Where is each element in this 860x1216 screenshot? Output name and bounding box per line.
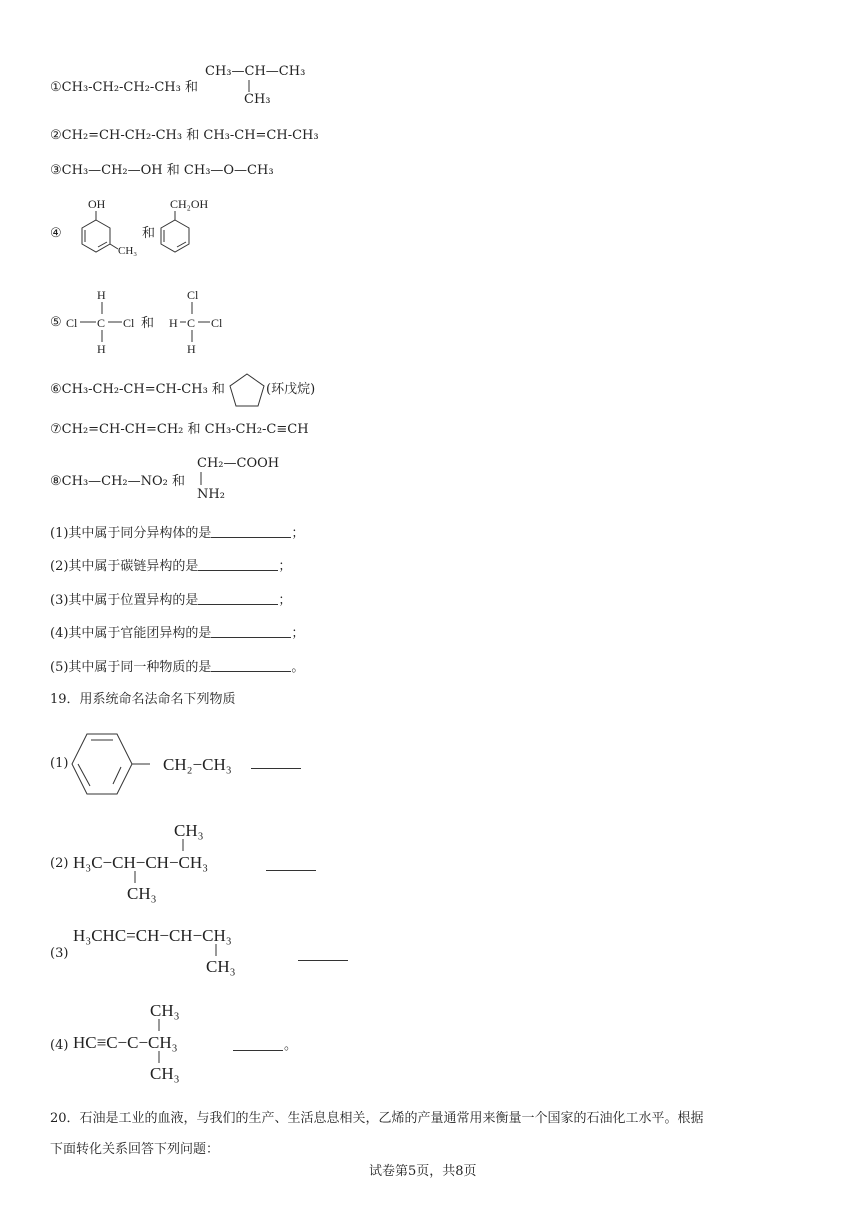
answer-blank[interactable]	[198, 558, 278, 571]
answer-blank[interactable]	[211, 625, 291, 638]
bond-down	[155, 1051, 165, 1065]
answer-blank[interactable]	[251, 768, 301, 769]
cyclopentane-ring	[228, 372, 268, 412]
pair-6	[50, 382, 225, 398]
q19-heading: 19．用系统命名法命名下列物质	[50, 692, 236, 707]
question-label: (3)其中属于位置异构的是	[50, 593, 199, 608]
pentene-formula: CH₃-CH₂-CH=CH-CH₃	[61, 382, 208, 397]
conjunction-he: 和	[141, 315, 155, 330]
cresol-structure	[64, 196, 138, 266]
butane-formula: CH₃-CH₂-CH₂-CH₃	[61, 80, 181, 95]
question-end: ；	[278, 559, 292, 574]
pair-7-formulas: CH₂=CH-CH=CH₂ 和 CH₃-CH₂-C≡CH	[61, 422, 309, 437]
dichloromethane-structures	[66, 288, 306, 358]
benzyl-alcohol-structure	[158, 196, 218, 266]
h-bottom-2: H	[187, 342, 196, 356]
page-footer: 试卷第5页，共8页	[369, 1164, 477, 1179]
glycine-main: CH₂—COOH	[197, 456, 280, 471]
conjunction-he: 和	[172, 474, 186, 489]
answer-blank[interactable]	[233, 1050, 283, 1051]
bond-down	[131, 871, 141, 885]
q18-sub-4	[50, 625, 304, 642]
h-bottom-1: H	[97, 342, 106, 356]
pair-3	[50, 163, 274, 179]
q18-sub-1	[50, 525, 304, 542]
q19-sub-3-label: (3)	[50, 946, 69, 961]
q20-line-1: 20．石油是工业的血液，与我们的生产、生活息息相关，乙烯的产量通常用来衡量一个国家的石油化工水平。根据	[50, 1111, 704, 1126]
answer-blank[interactable]	[211, 525, 291, 538]
conjunction-he: 和	[142, 226, 156, 241]
ch2oh-label: CH₂OH	[170, 197, 209, 211]
answer-blank[interactable]	[266, 870, 316, 871]
question-label: (1)其中属于同分异构体的是	[50, 526, 212, 541]
sentence-end: 。	[284, 1038, 298, 1053]
isobutane-main: CH₃—CH—CH₃	[205, 64, 306, 79]
methyl-up: CH₃	[174, 821, 204, 840]
pair-7	[50, 422, 309, 438]
c-center-1: C	[97, 316, 106, 330]
pair-number: ③	[50, 163, 62, 178]
answer-blank[interactable]	[211, 659, 291, 672]
isobutane-branch: CH₃	[244, 92, 271, 107]
benzene-ring	[70, 732, 160, 800]
h-left-2: H	[169, 316, 178, 330]
nitroethane-formula: CH₃—CH₂—NO₂	[61, 474, 168, 489]
question-label: (5)其中属于同一种物质的是	[50, 660, 212, 675]
q18-sub-3	[50, 592, 291, 609]
question-end: ；	[291, 526, 305, 541]
pair-number: ⑧	[50, 474, 62, 489]
q19-sub-2-label: (2)	[50, 856, 69, 871]
glycine-nh2: NH₂	[197, 487, 225, 502]
cyclopentane-note: (环戊烷)	[266, 382, 316, 397]
pair-number: ①	[50, 80, 62, 95]
ethyl-chain: CH₂−CH₃	[163, 755, 232, 774]
conjunction-he: 和	[184, 80, 198, 95]
methyl-down: CH₃	[127, 884, 157, 903]
pair-3-formulas: CH₃—CH₂—OH 和 CH₃—O—CH₃	[61, 163, 274, 178]
oh-label: OH	[88, 197, 106, 211]
pair-number: ②	[50, 128, 62, 143]
answer-blank[interactable]	[298, 960, 348, 961]
pair-number: ⑦	[50, 422, 62, 437]
pair-number: ⑥	[50, 382, 62, 397]
question-end: ；	[291, 626, 305, 641]
pair-2-formulas: CH₂=CH-CH₂-CH₃ 和 CH₃-CH=CH-CH₃	[61, 128, 319, 143]
pair-8	[50, 474, 185, 490]
q19-sub-4-label: (4)	[50, 1038, 69, 1053]
q20-line-2: 下面转化关系回答下列问题：	[50, 1142, 220, 1157]
dimethylbutyne-main: HC≡C−C−CH₃	[73, 1033, 178, 1052]
c-center-2: C	[187, 316, 196, 330]
dimethylbutane-main: H₃C−CH−CH−CH₃	[73, 853, 209, 872]
cl-top-2: Cl	[187, 288, 199, 302]
methylpentene-main: H₃CHC=CH−CH−CH₃	[73, 926, 232, 945]
pair-5-number: ⑤	[50, 315, 62, 330]
conjunction-he: 和	[211, 382, 225, 397]
methyl-up: CH₃	[150, 1001, 180, 1020]
pair-1	[50, 80, 198, 96]
question-label: (4)其中属于官能团异构的是	[50, 626, 212, 641]
answer-blank[interactable]	[198, 592, 278, 605]
pair-4-number: ④	[50, 226, 62, 241]
pair-2	[50, 128, 319, 144]
q18-sub-2	[50, 558, 291, 575]
ch3-label: CH₃	[118, 245, 138, 257]
q19-sub-1-label: (1)	[50, 756, 69, 771]
glycine-bond	[197, 472, 207, 488]
methyl-down: CH₃	[150, 1064, 180, 1083]
question-end: ；	[278, 593, 292, 608]
cl-right-2: Cl	[211, 316, 223, 330]
question-end: 。	[291, 660, 305, 675]
bond-up	[155, 1019, 165, 1033]
cl-left-1: Cl	[66, 316, 78, 330]
cl-right-1: Cl	[123, 316, 135, 330]
q18-sub-5	[50, 659, 304, 676]
h-top-1: H	[97, 288, 106, 302]
bond-up	[179, 839, 189, 853]
bond-down	[212, 944, 222, 958]
methyl-down: CH₃	[206, 957, 236, 976]
question-label: (2)其中属于碳链异构的是	[50, 559, 199, 574]
